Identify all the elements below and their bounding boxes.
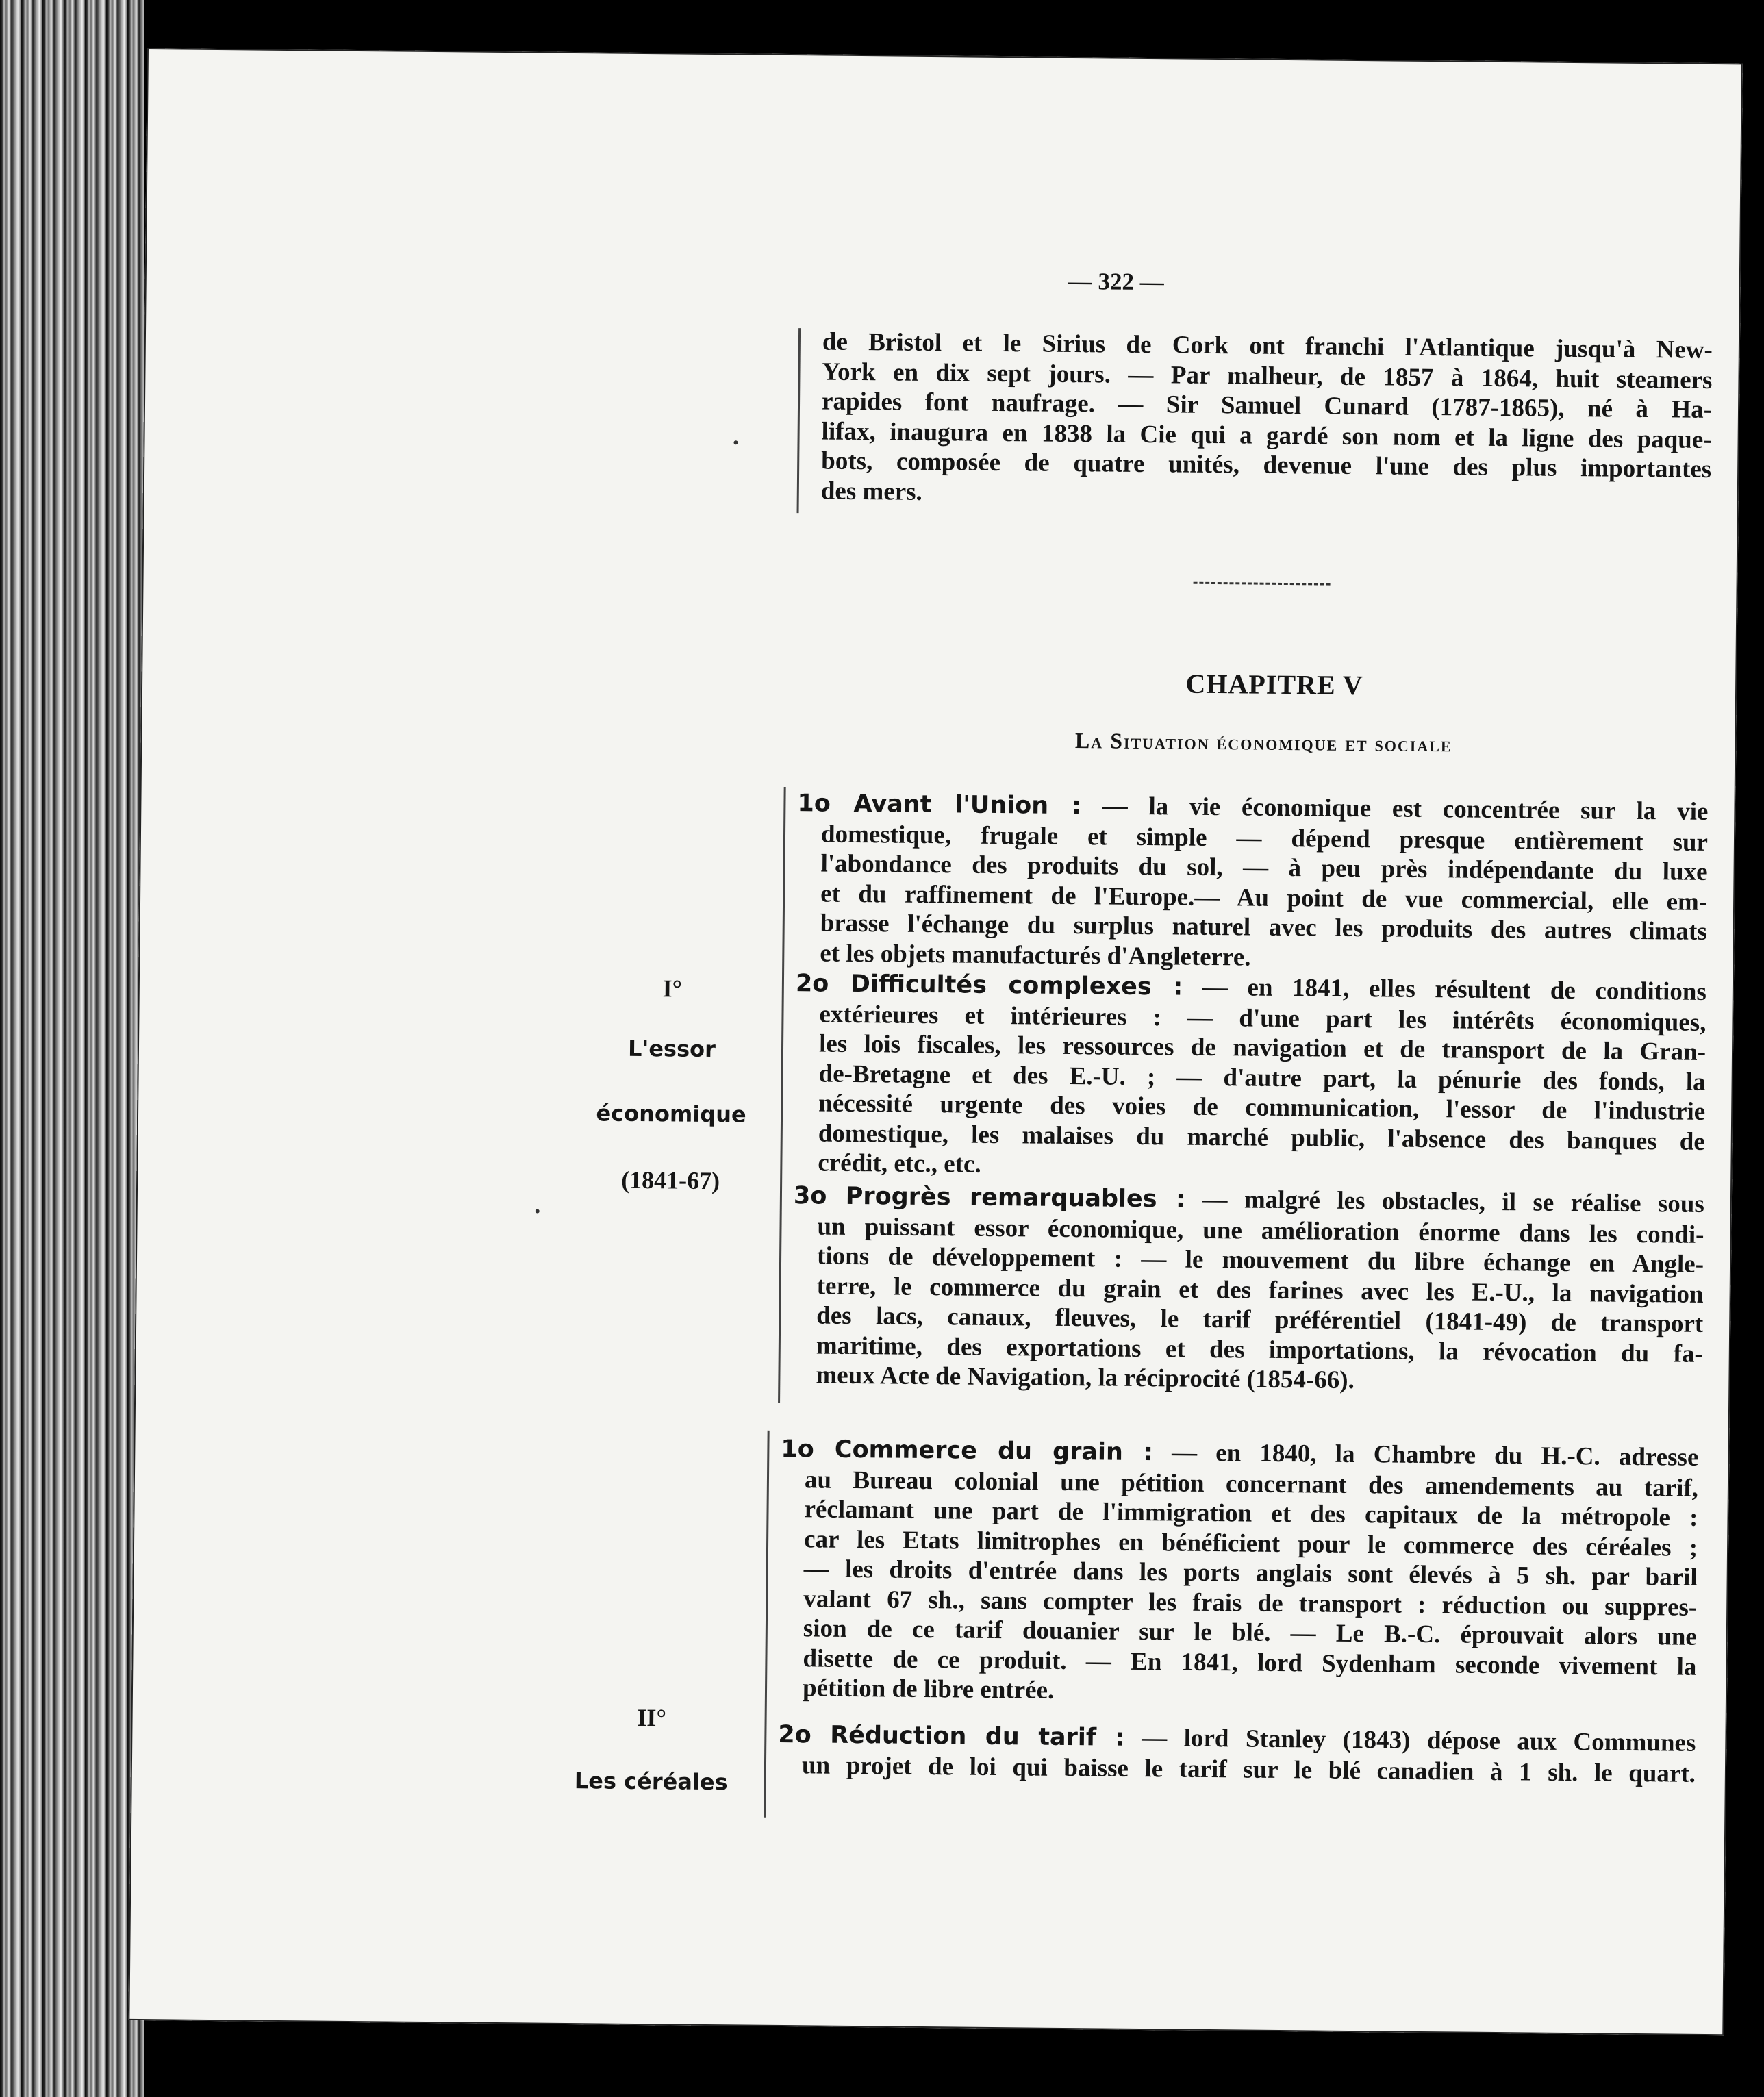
paragraph-line: pétition de libre entrée.: [802, 1674, 1055, 1705]
paragraph-line: les lois fiscales, les ressources de navigation et de transport de la Gran-: [818, 1029, 1706, 1066]
section1-number: I°: [662, 975, 683, 1003]
paragraph-progres: [792, 1181, 1704, 1398]
paragraph-line: des lacs, canaux, fleuves, le tarif préférentiel (1841-49) de transport: [816, 1301, 1704, 1338]
margin-dot: [733, 440, 738, 444]
margin-dot: [536, 1209, 540, 1214]
paragraph-line: tions de développement : — le mouvement du libre échange en Angle-: [816, 1242, 1704, 1279]
section2-brace: [764, 1431, 769, 1818]
section1-title-line: économique: [596, 1100, 746, 1128]
intro-line: de Bristol et le Sirius de Cork ont franchi l'Atlantique jusqu'à New-: [822, 327, 1713, 364]
paragraph-line: — lord Stanley (1843) dépose aux Communes: [1141, 1724, 1696, 1757]
paragraph-line: sion de ce tarif douanier sur le blé. — Le B.-C. éprouvait alors une: [803, 1614, 1698, 1651]
section1-brace: [778, 787, 786, 1403]
paragraph-line: et du raffinement de l'Europe.— Au point de vue commercial, elle em-: [820, 879, 1708, 916]
intro-line: bots, composée de quatre unités, devenue l'une des plus importantes: [821, 447, 1712, 484]
paragraph-heading: 2o Difficultés complexes :: [795, 970, 1183, 1001]
section2-title: Les céréales: [574, 1768, 728, 1796]
paragraph-avant-union: [796, 788, 1708, 977]
paragraph-line: brasse l'échange du surplus naturel avec les produits des autres climats: [820, 909, 1707, 946]
paragraph-commerce-grain: [779, 1434, 1699, 1711]
section1-title-line: L'essor: [627, 1035, 716, 1063]
section2-number: II°: [637, 1703, 667, 1732]
intro-line: York en dix sept jours. — Par malheur, de 1857 à 1864, huit steamers: [822, 357, 1713, 394]
paragraph-line: — en 1841, elles résultent de conditions: [1202, 972, 1707, 1006]
paragraph-line: extérieures et intérieures : — d'une part les intérêts économiques,: [819, 999, 1706, 1037]
paragraph-line: domestique, les malaises du marché public, l'absence des banques de: [818, 1118, 1705, 1156]
paragraph-reduction-tarif: [778, 1720, 1696, 1789]
paragraph-line: l'abondance des produits du sol, — à peu près indépendante du luxe: [820, 849, 1708, 886]
chapter-title: CHAPITRE V: [1185, 668, 1364, 701]
chapter-subtitle: La Situation économique et sociale: [1074, 728, 1452, 757]
paragraph-line: car les Etats limitrophes en bénéficient pour le commerce des céréales ;: [803, 1524, 1698, 1562]
paragraph-line: de-Bretagne et des E.-U. ; — d'autre part, la pénurie des fonds, la: [818, 1059, 1706, 1096]
paragraph-line: réclamant une part de l'immigration et des capitaux de la métropole :: [804, 1495, 1698, 1532]
paragraph-line: valant 67 sh., sans compter les frais de transport : réduction ou suppres-: [803, 1584, 1698, 1622]
paragraph-line: nécessité urgente des voies de communication, l'essor de l'industrie: [818, 1089, 1706, 1126]
paragraph-line: — malgré les obstacles, il se réalise sous: [1202, 1185, 1705, 1218]
book-binding: [0, 0, 144, 2097]
paragraph-heading: 3o Progrès remarquables :: [793, 1182, 1186, 1214]
paragraph-line: meux Acte de Navigation, la réciprocité (1854-66).: [816, 1361, 1355, 1395]
paragraph-line: crédit, etc., etc.: [818, 1148, 981, 1179]
intro-paragraph: [821, 327, 1713, 514]
intro-line: des mers.: [820, 476, 922, 506]
paragraph-line: et les objets manufacturés d'Angleterre.: [820, 938, 1251, 972]
section1-dates: (1841-67): [620, 1166, 720, 1195]
paragraph-line: — les droits d'entrée dans les ports anglais sont élevés à 5 sh. par baril: [803, 1555, 1698, 1592]
book-page: [128, 48, 1743, 2035]
intro-line: rapides font naufrage. — Sir Samuel Cunard (1787-1865), né à Ha-: [821, 387, 1713, 424]
paragraph-line: disette de ce produit. — En 1841, lord Sydenham seconde vivement la: [803, 1644, 1697, 1681]
section-divider: [1194, 582, 1331, 586]
paragraph-line: maritime, des exportations et des importations, la révocation du fa-: [816, 1331, 1703, 1368]
paragraph-line: terre, le commerce du grain et des farines avec les E.-U., la navigation: [816, 1271, 1704, 1309]
paragraph-line: un puissant essor économique, une amélioration énorme dans les condi-: [817, 1211, 1704, 1249]
paragraph-line: au Bureau colonial une pétition concernant des amendements au tarif,: [804, 1465, 1699, 1503]
page-number: — 322 —: [1068, 267, 1164, 296]
paragraph-line: domestique, frugale et simple — dépend presque entièrement sur: [820, 819, 1709, 857]
margin-bar: [797, 328, 801, 513]
intro-line: lifax, inaugura en 1838 la Cie qui a gardé son nom et la ligne des paque-: [821, 416, 1712, 454]
paragraph-heading: 2o Réduction du tarif :: [778, 1720, 1125, 1752]
paragraph-difficultes: [794, 968, 1706, 1186]
paragraph-heading: 1o Commerce du grain :: [781, 1435, 1154, 1467]
paragraph-line: — en 1840, la Chambre du H.-C. adresse: [1171, 1438, 1699, 1472]
paragraph-heading: 1o Avant l'Union :: [797, 790, 1082, 820]
paragraph-line: — la vie économique est concentrée sur la vie: [1102, 792, 1709, 826]
paragraph-line: un projet de loi qui baisse le tarif sur le blé canadien à 1 sh. le quart.: [801, 1750, 1696, 1788]
